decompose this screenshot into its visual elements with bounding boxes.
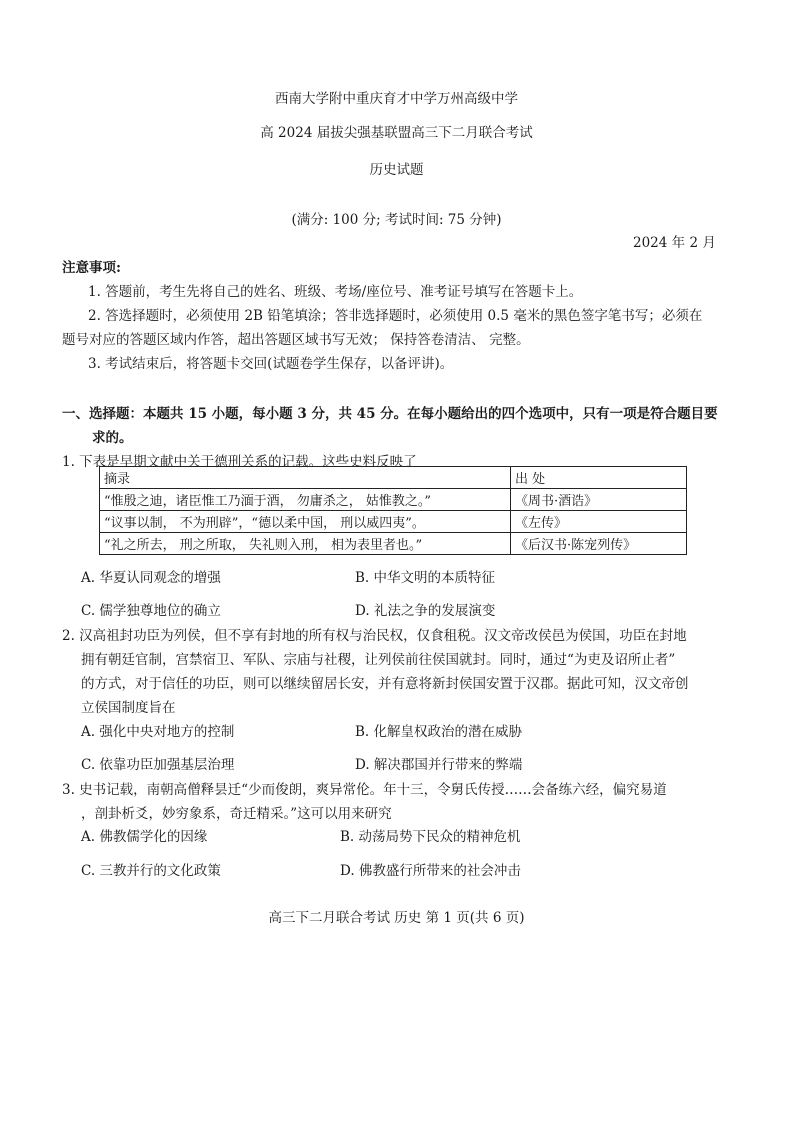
page-footer: 高三下二月联合考试 历史 第 1 页(共 6 页) (268, 910, 525, 926)
q3-option-b: B. 动荡局势下民众的精神危机 (340, 829, 521, 845)
table-cell-source: 《左传》 (511, 511, 687, 533)
notice-title: 注意事项: (62, 260, 121, 276)
q2-option-a: A. 强化中央对地方的控制 (81, 724, 235, 740)
table-cell-source: 《周书·酒诰》 (511, 489, 687, 511)
table-row (100, 511, 687, 533)
table-cell-source: 《后汉书·陈宠列传》 (511, 533, 687, 555)
q2-option-b: B. 化解皇权政治的潜在威胁 (355, 724, 523, 740)
table-header-row (100, 467, 687, 489)
q2-line-3: 的方式，对于信任的功臣，则可以继续留居长安，并有意将新封侯国安置于汉郡。据此可知，汉文帝创 (81, 676, 689, 692)
q1-stem: 1. 下表是早期文献中关于德刑关系的记载。这些史料反映了 (62, 454, 417, 470)
notice-item-2-cont: 题号对应的答题区域内作答，超出答题区域书写无效； 保持答卷清洁、 完整。 (62, 332, 530, 348)
table-cell-excerpt: “议事以制， 不为刑辟”，“德以柔中国， 刑以威四夷”。 (100, 511, 511, 533)
q1-option-a: A. 华夏认同观念的增强 (81, 570, 221, 586)
section-heading: 一、选择题：本题共 15 小题，每小题 3 分，共 45 分。在每小题给出的四个选项中，只有一项是符合题目要 (62, 406, 718, 422)
table-row (100, 489, 687, 511)
q3-option-a: A. 佛教儒学化的因缘 (81, 829, 208, 845)
notice-item-3: 3. 考试结束后，将答题卡交回(试题卷学生保存，以备评讲)。 (88, 356, 454, 372)
q1-option-d: D. 礼法之争的发展演变 (355, 603, 496, 619)
q1-option-c: C. 儒学独尊地位的确立 (81, 603, 221, 619)
subject-title: 历史试题 (369, 162, 424, 178)
table-row (100, 533, 687, 555)
q2-option-c: C. 依靠功臣加强基层治理 (81, 757, 235, 773)
table-header-excerpt: 摘录 (100, 467, 511, 489)
q2-line-4: 立侯国制度旨在 (81, 700, 176, 716)
table-cell-excerpt: “礼之所去， 刑之所取， 失礼则入刑， 相为表里者也。” (100, 533, 511, 555)
section-heading-cont: 求的。 (92, 430, 133, 446)
q3-line-1: 3. 史书记载，南朝高僧释昙迁“少而俊朗，爽异常伦。年十三，令舅氏传授……会备练六经，偏究易道 (62, 782, 667, 798)
q2-line-1: 2. 汉高祖封功臣为列侯，但不享有封地的所有权与治民权，仅食租税。汉文帝改侯邑为侯国，功臣在封地 (62, 628, 687, 644)
exam-meta: (满分: 100 分; 考试时间: 75 分钟) (291, 212, 502, 228)
q3-line-2: ，剖卦析爻，妙穷象系，奇迁精采。”这可以用来研究 (81, 806, 392, 822)
q2-line-2: 拥有朝廷官制，宫禁宿卫、军队、宗庙与社稷，让列侯前往侯国就封。同时，通过“为吏及诏所止者” (81, 652, 676, 668)
q3-option-c: C. 三教并行的文化政策 (81, 863, 221, 879)
exam-title: 高 2024 届拔尖强基联盟高三下二月联合考试 (260, 125, 533, 141)
q1-option-b: B. 中华文明的本质特征 (355, 570, 496, 586)
q2-option-d: D. 解决郡国并行带来的弊端 (355, 757, 523, 773)
table-header-source: 出 处 (511, 467, 687, 489)
notice-item-1: 1. 答题前，考生先将自己的姓名、班级、考场/座位号、准考证号填写在答题卡上。 (88, 284, 583, 300)
q3-option-d: D. 佛教盛行所带来的社会冲击 (340, 863, 521, 879)
q1-source-table (99, 466, 687, 555)
table-cell-excerpt: “惟殷之迪，诸臣惟工乃湎于酒， 勿庸杀之， 姑惟教之。” (100, 489, 511, 511)
school-name: 西南大学附中重庆育才中学万州高级中学 (275, 91, 518, 107)
notice-item-2: 2. 答选择题时，必须使用 2B 铅笔填涂；答非选择题时，必须使用 0.5 毫米的黑色签字笔书写；必须在 (88, 308, 703, 324)
exam-date: 2024 年 2 月 (633, 235, 716, 251)
